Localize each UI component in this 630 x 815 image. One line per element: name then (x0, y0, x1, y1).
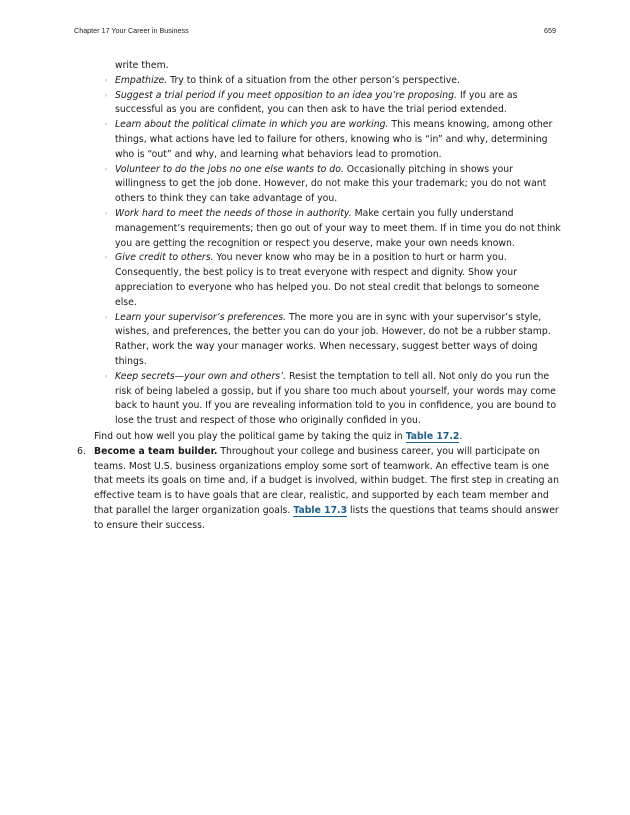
list-item (104, 89, 563, 119)
item-lead: Learn about the political climate in which you are working. (115, 119, 389, 131)
bullet-icon: ◦ (104, 254, 109, 263)
table-17-3-link[interactable]: Table 17.3 (293, 504, 348, 516)
item-lead: Suggest a trial period if you meet opposition to an idea you’re proposing. (115, 89, 457, 101)
item-text: Make certain you fully understand management’s requirements; then go out of your way to meet them. If in time you do not think you are getting the recognition or respect you deserve, make your own needs known. (115, 207, 561, 249)
item-lead: Empathize. (115, 74, 168, 86)
list-item (104, 74, 563, 89)
item-lead: Volunteer to do the jobs no one else wants to do. (115, 163, 344, 175)
bullet-icon: ◦ (104, 91, 109, 100)
numbered-item-6 (77, 445, 564, 534)
item-lead: Work hard to meet the needs of those in authority. (115, 207, 352, 219)
list-item (104, 207, 563, 251)
list-item (104, 370, 563, 429)
item-end: lists the questions that teams should answer to ensure their success. (94, 504, 559, 531)
body-text (0, 59, 630, 534)
item-lead: Learn your supervisor’s preferences. (115, 311, 286, 323)
page-number: 659 (544, 26, 556, 35)
item-text: Try to think of a situation from the other person’s perspective. (167, 74, 460, 86)
item-text: Throughout your college and business career, you will participate on teams. Most U.S. business organizations employ some sort of teamwork. An effective team is one that meets its goals on time and, if a budget is involved, within budget. The first step in creating an effective team is to have goals that are clear, realistic, and supported by each team member and that parallel the larger organization goals. (94, 445, 560, 516)
item-text: If you are as successful as you are confident, you can then ask to have the trial period extended. (115, 89, 518, 116)
item-text: This means knowing, among other things, what actions have led to failure for others, knowing who is “in” and why, determining who is “out” and why, and learning what behaviors lead to promotion. (115, 119, 553, 160)
quiz-text: Find out how well you play the political game by taking the quiz in (94, 430, 406, 442)
item-text: Occasionally pitching in shows your willingness to get the job done. However, do not make this your trademark; you do not want others to think they can take advantage of you. (115, 163, 547, 205)
bullet-icon: ◦ (104, 121, 109, 130)
item-text: You never know who may be in a position to hurt or harm you. Consequently, the best policy is to treat everyone with respect and dignity. Show your appreciation to everyone who has helped you. Do not steal credit that belongs to someone else. (115, 252, 540, 308)
bullet-icon: ◦ (104, 165, 109, 174)
list-item (104, 311, 563, 370)
item-number: 6. (77, 445, 86, 457)
quiz-end: . (459, 430, 463, 442)
table-17-2-link[interactable]: Table 17.2 (405, 430, 460, 442)
quiz-paragraph (94, 430, 564, 445)
item-text: The more you are in sync with your supervisor’s style, wishes, and preferences, the better you can do your job. However, do not be a rubber stamp. Rather, work the way your manager works. When necessary, suggest better ways of doing things. (115, 311, 551, 367)
list-item (104, 118, 563, 162)
bullet-icon: ◦ (104, 372, 109, 381)
tips-list (0, 74, 630, 429)
item-title: Become a team builder. (94, 445, 218, 457)
chapter-title: Chapter 17 Your Career in Business (74, 26, 189, 35)
item-lead: Keep secrets—your own and others’. (115, 370, 287, 382)
list-item (104, 163, 563, 207)
bullet-icon: ◦ (104, 209, 109, 218)
list-item (104, 251, 563, 310)
bullet-icon: ◦ (104, 313, 109, 322)
continuation-text: write them. (115, 60, 169, 71)
item-lead: Give credit to others. (115, 252, 214, 264)
bullet-icon: ◦ (104, 76, 109, 85)
item-text: Resist the temptation to tell all. Not only do you run the risk of being labeled a gossip, but if you share too much about yourself, your words may come back to haunt you. If you are revealing information told to you in confidence, you are bound to lose the trust and respect of those who originally confided in you. (115, 370, 557, 427)
